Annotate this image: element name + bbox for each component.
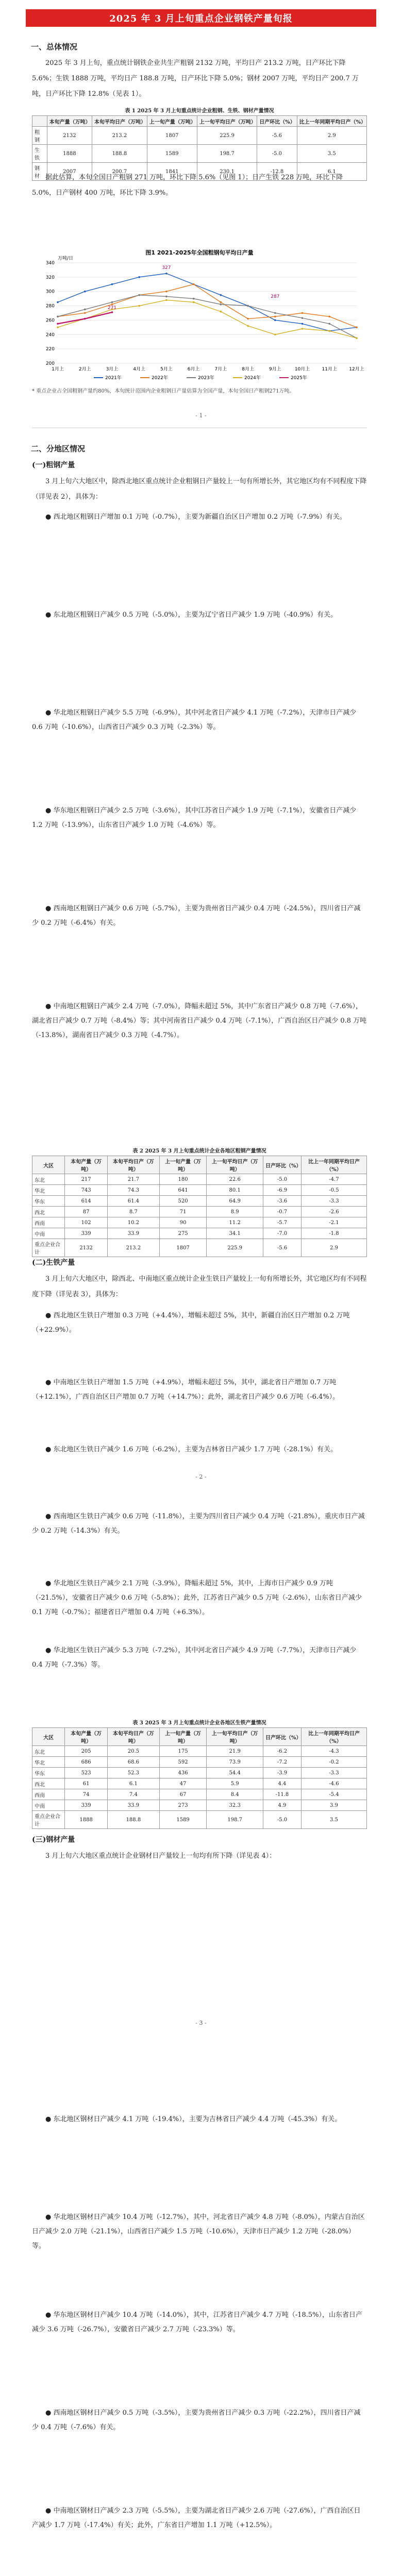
table-cell: 686 [65, 1757, 108, 1768]
table-cell: -3.3 [301, 1768, 366, 1778]
legend-label: 2021年 [105, 376, 122, 381]
table-header-cell: 上一旬产量（万吨） [147, 116, 197, 127]
table-cell: 74.3 [107, 1185, 159, 1196]
data-point [193, 301, 195, 303]
data-point [57, 301, 59, 303]
data-point [328, 323, 330, 325]
data-point [84, 291, 86, 293]
bullet-paragraph: ● 东北地区粗钢日产减少 0.5 万吨（-5.0%），主要为辽宁省日产减少 1.9 万吨（-40.9%）有关。 [45, 611, 337, 619]
table-header-cell: 上一旬平均日产（万吨） [207, 1728, 263, 1746]
data-point [138, 294, 140, 296]
table-cell: 188.8 [92, 145, 147, 163]
page-number-3: - 3 - [195, 2020, 207, 2026]
table-cell: -4.3 [301, 1746, 366, 1757]
section-heading-overview: 一、总体情况 [31, 42, 78, 52]
y-tick-label: 340 [45, 261, 55, 266]
chart-title: 图1 2021-2025年全国粗钢旬平均日产量 [145, 249, 254, 256]
x-tick-label: 3月上 [106, 367, 119, 372]
table-cell: 重点企业合计 [32, 1811, 65, 1829]
table-cell: 重点企业合计 [32, 1239, 65, 1257]
table-header-cell: 日产环比（%） [263, 1728, 301, 1746]
table3-caption: 表 3 2025 年 3 月上旬重点统计企业各地区生铁产量情况 [132, 1720, 266, 1726]
table-header-cell: 上一旬产量（万吨） [159, 1156, 207, 1174]
table-row [32, 1185, 367, 1196]
bullet-paragraph: ● 华东地区粗钢日产减少 2.5 万吨（-3.6%），其中江苏省日产减少 1.9 万吨（-7.1%），安徽省日产减少 1.2 万吨（-13.9%），山东省日产减少 1.0 万吨（-4.6%）等。 [32, 807, 357, 829]
table-cell: 339 [65, 1800, 108, 1811]
table-cell: 2.9 [297, 127, 366, 145]
chart-note: * 重点企业占全国粗钢产量约80%，本旬统计范围内企业粗钢日产量估算为全国产量，本旬全国日产粗钢271万吨。 [32, 388, 295, 394]
y-tick-label: 260 [45, 318, 55, 324]
table-cell: -4.7 [301, 1174, 366, 1185]
data-point [328, 330, 330, 332]
table-cell: 粗钢 [32, 127, 47, 145]
table-cell: 641 [159, 1185, 207, 1196]
table-row [32, 1207, 367, 1217]
table-cell: 87 [65, 1207, 108, 1217]
table-header-row [32, 116, 367, 127]
table-cell: 52.3 [107, 1768, 159, 1778]
overview-paragraph-2: 据此估算，本旬全国日产粗钢 271 万吨，环比下降 5.6%（见图 1）；日产生铁 228 万吨，环比下降 5.0%，日产钢材 400 万吨，环比下降 3.9%。 [32, 174, 343, 197]
table-cell: 523 [65, 1768, 108, 1778]
table-cell: 1841 [147, 163, 197, 181]
table-cell: -5.6 [257, 127, 297, 145]
bullet-paragraph: ● 西北地区粗钢日产增加 0.1 万吨（-0.7%），主要为新疆自治区日产增加 0.2 万吨（-7.9%）有关。 [45, 513, 346, 521]
table-header-cell: 比上一年同期平均日产（%） [301, 1156, 366, 1174]
table-cell: 213.2 [107, 1239, 159, 1257]
table-cell: 188.8 [107, 1811, 159, 1829]
table-header-cell: 上一旬产量（万吨） [159, 1728, 207, 1746]
data-point [57, 316, 59, 318]
table-cell: -2.6 [301, 1207, 366, 1217]
x-tick-label: 10月上 [294, 367, 310, 372]
x-tick-label: 1月上 [52, 367, 64, 372]
table-cell: 592 [159, 1757, 207, 1768]
table-cell: -5.0 [263, 1811, 301, 1829]
table-cell: -7.2 [263, 1757, 301, 1768]
data-point [247, 318, 249, 320]
table3 [32, 1727, 367, 1829]
table-cell: 273 [159, 1800, 207, 1811]
chart-annotation: 287 [271, 294, 280, 299]
data-point [220, 311, 222, 313]
x-tick-label: 6月上 [187, 367, 200, 372]
data-point [111, 303, 113, 306]
table-row [32, 127, 367, 145]
table-cell: 175 [159, 1746, 207, 1757]
table-cell: 20.5 [107, 1746, 159, 1757]
table-cell: 4.4 [263, 1778, 301, 1789]
table-row [32, 1196, 367, 1207]
table-header-cell: 比上一年同期平均日产（%） [297, 116, 366, 127]
page-number-2: - 2 - [195, 1473, 207, 1480]
table-cell: 47 [159, 1778, 207, 1789]
data-point [301, 328, 304, 330]
x-tick-label: 4月上 [133, 367, 146, 372]
table-header-cell: 本旬产量（万吨） [47, 116, 92, 127]
data-point [220, 294, 222, 296]
table-cell: 7.4 [107, 1789, 159, 1800]
table-cell: 8.9 [207, 1207, 263, 1217]
data-point [301, 317, 304, 319]
table1-caption: 表 1 2025 年 3 月上旬重点统计企业粗钢、生铁、钢材产量情况 [125, 108, 274, 114]
table-row [32, 1217, 367, 1228]
table-cell: -5.0 [263, 1174, 301, 1185]
table-row [32, 1800, 367, 1811]
table-cell: 6.1 [297, 163, 366, 181]
table-cell: 198.7 [207, 1811, 263, 1829]
table-cell: 339 [65, 1228, 108, 1239]
data-point [84, 318, 86, 320]
data-point [57, 327, 59, 329]
x-tick-label: 12月上 [349, 367, 364, 372]
data-point [247, 325, 249, 327]
table-cell: 21.9 [207, 1746, 263, 1757]
table-row [32, 1778, 367, 1789]
y-tick-label: 280 [45, 303, 55, 309]
table-cell: -5.6 [263, 1239, 301, 1257]
table-header-cell: 日产环比（%） [263, 1156, 301, 1174]
table-cell: -11.8 [263, 1789, 301, 1800]
table-header-row [32, 1728, 367, 1746]
bullet-paragraph: ● 华东地区钢材日产减少 10.4 万吨（-14.0%），其中，江苏省日产减少 4.7 万吨（-18.5%），山东省日产减少 3.6 万吨（-26.7%），安徽省日产减少 2.7 万吨（-23.3%）等。 [32, 2311, 363, 2333]
x-tick-label: 8月上 [242, 367, 254, 372]
bullet-paragraph: ● 西北地区生铁日产增加 0.3 万吨（+4.4%），增幅未超过 5%，其中，新疆自治区日产增加 0.2 万吨（+22.9%）。 [32, 1312, 350, 1334]
table-cell: 西南 [32, 1789, 65, 1800]
table-cell: 1888 [47, 145, 92, 163]
y-tick-label: 240 [45, 332, 55, 338]
table-header-cell: 比上一年同期平均日产（%） [301, 1728, 366, 1746]
table-header-cell [32, 116, 47, 127]
table-cell: 205 [65, 1746, 108, 1757]
bullet-paragraph: ● 中南地区生铁日产增加 1.5 万吨（+4.9%），增幅未超过 5%，其中，湖北省日产增加 0.7 万吨（+12.1%），广西自治区日产增加 0.7 万吨（+14.7%）；此外，湖北省日产减少 0.6 万吨（-6.4%）。 [32, 1379, 340, 1401]
data-point [138, 276, 140, 278]
table-header-cell: 日产环比（%） [257, 116, 297, 127]
bullet-paragraph: ● 华北地区生铁日产减少 2.1 万吨（-3.9%），降幅未超过 5%，其中，上海市日产减少 0.9 万吨（-21.5%），安徽省日产减少 0.6 万吨（-5.8%）；此外，江苏省日产减少 0.5 万吨（-2.6%），山东省日产减少 0.1 万吨（-0.7%）；福建省日产增加 0.4 万吨（+6.3%）。 [32, 1580, 362, 1616]
subsection-heading-steel: (三)钢材产量 [32, 1836, 75, 1844]
table2-caption: 表 2 2025 年 3 月上旬重点统计企业各地区粗钢产量情况 [132, 1148, 266, 1154]
data-point [111, 283, 113, 285]
table-cell: 54.4 [207, 1768, 263, 1778]
data-point [274, 312, 276, 314]
table-header-cell: 本旬平均日产（万吨） [107, 1156, 159, 1174]
table-cell: 2.9 [301, 1239, 366, 1257]
table-cell: 230.1 [197, 163, 257, 181]
table-cell: -0.7 [263, 1207, 301, 1217]
data-point [84, 312, 86, 314]
table-header-cell: 上一旬平均日产（万吨） [197, 116, 257, 127]
x-tick-label: 7月上 [214, 367, 227, 372]
table-cell: 11.2 [207, 1217, 263, 1228]
table-cell: 614 [65, 1196, 108, 1207]
table-cell: 西北 [32, 1207, 65, 1217]
table-cell: 1807 [147, 127, 197, 145]
table-cell: 西北 [32, 1778, 65, 1789]
table-cell: 2132 [65, 1239, 108, 1257]
table-cell: 1589 [147, 145, 197, 163]
table-header-cell: 大区 [32, 1728, 65, 1746]
subsection-heading-iron: (二)生铁产量 [32, 1259, 75, 1267]
x-tick-label: 9月上 [269, 367, 281, 372]
table-row [32, 1768, 367, 1778]
table-cell: -6.9 [263, 1185, 301, 1196]
legend-label: 2023年 [198, 376, 214, 381]
table-cell: -7.0 [263, 1228, 301, 1239]
table-cell: 33.9 [107, 1228, 159, 1239]
data-point [274, 333, 276, 335]
table-cell: 198.7 [197, 145, 257, 163]
table-cell: 华东 [32, 1196, 65, 1207]
bullet-paragraph: ● 东北地区钢材日产减少 4.1 万吨（-19.4%），主要为吉林省日产减少 4.4 万吨（-45.3%）有关。 [45, 2115, 342, 2123]
data-point [220, 303, 222, 306]
table-cell: -0.2 [301, 1757, 366, 1768]
data-point [165, 273, 167, 275]
table-cell: 68.6 [107, 1757, 159, 1768]
table-cell: 80.1 [207, 1185, 263, 1196]
table-cell: 34.1 [207, 1228, 263, 1239]
legend-label: 2022年 [152, 376, 168, 381]
chart-annotation: 327 [162, 265, 171, 271]
table-cell: 华东 [32, 1768, 65, 1778]
table-cell: -2.1 [301, 1217, 366, 1228]
subsection-heading-crude: (一)粗钢产量 [32, 461, 75, 469]
table-cell: 1888 [65, 1811, 108, 1829]
table-cell: 74 [65, 1789, 108, 1800]
table-cell: 90 [159, 1217, 207, 1228]
table-cell: 华北 [32, 1757, 65, 1768]
overview-paragraph-1: 2025 年 3 月上旬，重点统计钢铁企业共生产粗钢 2132 万吨，平均日产 213.2 万吨，日产环比下降 5.6%；生铁 1888 万吨，平均日产 188.8 万吨，日产环比下降 5.0%；钢材 2007 万吨，平均日产 200.7 万吨，日产环比下降 12.8%（见表 1）。 [32, 59, 359, 98]
table-header-row [32, 1156, 367, 1174]
table-cell: 32.3 [207, 1800, 263, 1811]
bullet-paragraph: ● 西南地区生铁日产减少 0.6 万吨（-11.8%），主要为四川省日产减少 0.4 万吨（-21.8%），重庆市日产减少 0.2 万吨（-14.3%）有关。 [32, 1513, 365, 1535]
data-point [328, 316, 330, 318]
data-point [57, 323, 59, 325]
y-tick-label: 200 [45, 361, 55, 366]
legend-label: 2025年 [291, 376, 307, 381]
table-cell: 102 [65, 1217, 108, 1228]
table-cell: 生铁 [32, 145, 47, 163]
page-number-1: - 1 - [195, 412, 207, 419]
table-cell: -3.6 [263, 1196, 301, 1207]
table-cell: 东北 [32, 1174, 65, 1185]
table-cell: -0.5 [301, 1185, 366, 1196]
table-cell: 436 [159, 1768, 207, 1778]
x-tick-label: 5月上 [160, 367, 173, 372]
table-cell: -12.8 [257, 163, 297, 181]
table-cell: -4.6 [301, 1778, 366, 1789]
table-header-cell: 本旬平均日产（万吨） [92, 116, 147, 127]
table-cell: 225.9 [197, 127, 257, 145]
y-tick-label: 220 [45, 347, 55, 352]
table-cell: 743 [65, 1185, 108, 1196]
table-cell: 8.7 [107, 1207, 159, 1217]
table-cell: -6.2 [263, 1746, 301, 1757]
table-header-cell: 大区 [32, 1156, 65, 1174]
table-cell: 64.9 [207, 1196, 263, 1207]
table-row [32, 1746, 367, 1757]
data-point [301, 323, 304, 325]
data-point [356, 327, 358, 329]
table-cell: 中南 [32, 1228, 65, 1239]
table-cell: 33.9 [107, 1800, 159, 1811]
data-point [301, 312, 304, 314]
bullet-paragraph: ● 东北地区生铁日产减少 1.6 万吨（-6.2%），主要为吉林省日产减少 1.7 万吨（-28.1%）有关。 [45, 1446, 337, 1453]
table-cell: 3.5 [297, 145, 366, 163]
data-point [247, 305, 249, 307]
table-cell: -3.9 [263, 1768, 301, 1778]
table-cell: 61 [65, 1778, 108, 1789]
table-cell: 22.6 [207, 1174, 263, 1185]
y-tick-label: 300 [45, 289, 55, 295]
table-cell: 2007 [47, 163, 92, 181]
table-cell: 225.9 [207, 1239, 263, 1257]
table-row [32, 1228, 367, 1239]
steel-intro-paragraph: 3 月上旬六大地区重点统计企业钢材日产量较上一旬均有所下降（详见表 4）： [45, 1852, 276, 1860]
table-cell: 73.9 [207, 1757, 263, 1768]
table-cell: 275 [159, 1228, 207, 1239]
table-row [32, 1239, 367, 1257]
table-cell: 67 [159, 1789, 207, 1800]
table-cell: 2132 [47, 127, 92, 145]
bullet-paragraph: ● 华北地区钢材日产减少 10.4 万吨（-12.7%），其中，河北省日产减少 4.8 万吨（-8.0%），内蒙古自治区日产减少 2.0 万吨（-21.1%），山西省日产减少 1.5 万吨（-10.6%），天津市日产减少 1.2 万吨（-28.0%）等。 [32, 2213, 365, 2250]
data-point [111, 311, 113, 313]
bullet-paragraph: ● 西南地区粗钢日产减少 0.6 万吨（-5.7%），主要为贵州省日产减少 0.4 万吨（-24.5%），四川省日产减少 0.2 万吨（-6.4%）有关。 [32, 905, 361, 927]
chart-annotation: 271 [107, 306, 117, 311]
bullet-paragraph: ● 华北地区生铁日产减少 5.3 万吨（-7.2%），其中河北省日产减少 4.9 万吨（-7.7%），天津市日产减少 0.4 万吨（-7.3%）等。 [32, 1647, 357, 1669]
iron-intro-paragraph: 3 月上旬六大地区中，除西北、中南地区重点统计企业生铁日产量较上一旬有所增长外，其它地区均有不同程度下降（详见表 3），具体为： [32, 1275, 367, 1298]
data-point [274, 316, 276, 318]
bullet-paragraph: ● 华北地区粗钢日产减少 5.5 万吨（-6.9%），其中河北省日产减少 4.1 万吨（-7.2%），天津市日产减少 0.6 万吨（-10.6%），山西省日产减少 0.3 万吨（-2.3%）等。 [32, 709, 357, 731]
chart-container [32, 247, 367, 384]
legend-label: 2024年 [244, 376, 261, 381]
report-title-bar [26, 9, 376, 27]
table-cell: 3.5 [301, 1811, 366, 1829]
crude-intro-paragraph: 3 月上旬六大地区中，除西北地区重点统计企业粗钢日产量较上一旬有所增长外，其它地区均有不同程度下降（详见表 2），具体为： [32, 478, 367, 501]
y-axis-label: 万吨/日 [58, 256, 74, 261]
table-cell: 钢材 [32, 163, 47, 181]
table-cell: -5.7 [263, 1217, 301, 1228]
x-tick-label: 2月上 [78, 367, 91, 372]
table-cell: 61.4 [107, 1196, 159, 1207]
table-cell: 520 [159, 1196, 207, 1207]
table-cell: 3.9 [301, 1800, 366, 1811]
table-cell: -5.4 [301, 1789, 366, 1800]
table-cell: 10.2 [107, 1217, 159, 1228]
crude-steel-daily-chart [32, 247, 367, 384]
table-header-cell: 本旬平均日产（万吨） [107, 1728, 159, 1746]
table-row [32, 1811, 367, 1829]
bullet-paragraph: ● 中南地区粗钢日产减少 2.4 万吨（-7.0%），降幅未超过 5%，其中广东省日产减少 0.8 万吨（-7.6%），湖北省日产减少 0.7 万吨（-8.4%）等；其中河南省日产减少 0.4 万吨（-7.1%），广西自治区日产减少 0.8 万吨（-13.8%），湖南省日产减少 0.3 万吨（-4.7%）。 [32, 1003, 367, 1039]
table-header-cell: 本旬产量（万吨） [65, 1156, 108, 1174]
data-point [165, 296, 167, 298]
table-row [32, 145, 367, 163]
table-cell: 200.7 [92, 163, 147, 181]
bullet-paragraph: ● 中南地区钢材日产减少 2.3 万吨（-5.5%），主要为湖北省日产减少 2.6 万吨（-27.6%），广西自治区日产减少 1.7 万吨（-17.4%）有关；此外，广东省日产增加 1.1 万吨（+12.5%）。 [32, 2507, 361, 2529]
table-cell: -1.8 [301, 1228, 366, 1239]
table-cell: 东北 [32, 1746, 65, 1757]
table-cell: 中南 [32, 1800, 65, 1811]
table-cell: 217 [65, 1174, 108, 1185]
table-cell: -5.0 [257, 145, 297, 163]
table-row [32, 1789, 367, 1800]
table-header-cell: 上一旬平均日产（万吨） [207, 1156, 263, 1174]
data-point [165, 291, 167, 293]
table-cell: 4.9 [263, 1800, 301, 1811]
data-point [165, 299, 167, 301]
table-cell: 21.7 [107, 1174, 159, 1185]
x-tick-label: 11月上 [322, 367, 337, 372]
table-cell: 180 [159, 1174, 207, 1185]
table2 [32, 1156, 367, 1257]
data-point [193, 283, 195, 285]
table-cell: 6.1 [107, 1778, 159, 1789]
series-line [58, 295, 357, 338]
table-cell: 1807 [159, 1239, 207, 1257]
table-header-cell: 本旬产量（万吨） [65, 1728, 108, 1746]
table-cell: 71 [159, 1207, 207, 1217]
data-point [274, 319, 276, 321]
table-cell: 西南 [32, 1217, 65, 1228]
table-cell: 5.9 [207, 1778, 263, 1789]
series-line [58, 274, 357, 331]
bullet-paragraph: ● 西南地区钢材日产减少 0.5 万吨（-3.5%），主要为贵州省日产减少 0.3 万吨（-22.2%），四川省日产减少 0.4 万吨（-7.6%）有关。 [32, 2409, 361, 2431]
table-cell: -3.3 [301, 1196, 366, 1207]
data-point [220, 301, 222, 303]
data-point [356, 337, 358, 339]
data-point [111, 301, 113, 303]
section-heading-regional: 二、分地区情况 [31, 444, 86, 453]
table-row [32, 1174, 367, 1185]
report-title: 2025 年 3 月上旬重点企业钢铁产量旬报 [109, 13, 293, 24]
table-cell: 213.2 [92, 127, 147, 145]
table-row [32, 1757, 367, 1768]
table-cell: 华北 [32, 1185, 65, 1196]
table-cell: 1589 [159, 1811, 207, 1829]
data-point [138, 305, 140, 307]
table-cell: 8.4 [207, 1789, 263, 1800]
data-point [84, 309, 86, 311]
data-point [193, 298, 195, 300]
y-tick-label: 320 [45, 275, 55, 280]
